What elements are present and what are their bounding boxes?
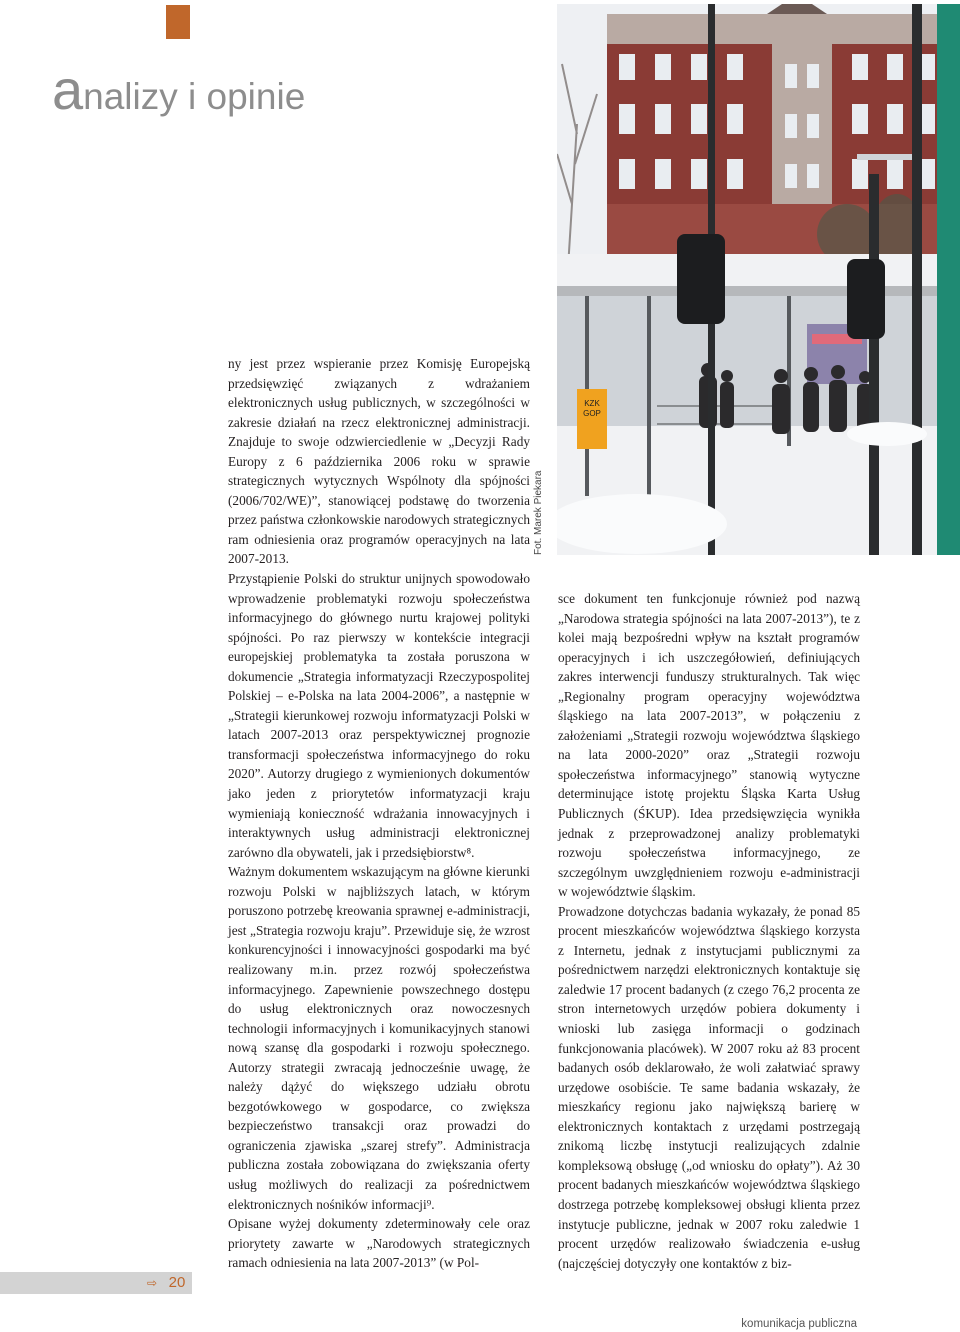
- paragraph: Opisane wyżej dokumenty zdeterminowały cele oraz priorytety zawarte w „Narodowych strategicznych ramach odniesienia na lata 2007-2013” (w Pol-: [228, 1216, 530, 1271]
- page-number: 20: [168, 1274, 186, 1291]
- article-photo: [557, 4, 960, 555]
- arrow-right-icon: ⇨: [147, 1276, 158, 1290]
- left-column: [228, 354, 530, 1273]
- accent-square: [166, 5, 190, 39]
- paragraph: ny jest przez wspieranie przez Komisję Europejską przedsięwzięć związanych z wdrażaniem elektronicznych usług publicznych, w szczególności w zakresie działań na rzecz elektronicznej administracji. Znajduje to swoje odzwierciedlenie w „Decyzji Rady Europy z 6 października 2006 roku w sprawie strategicznych wytycznych Wspólnoty dla spójności (2006/702/WE)”, stanowiącej podstawę do tworzenia przez państwa członkowskie narodowych strategicznych ram odniesienia oraz programów operacyjnych na lata 2007-2013.: [228, 356, 530, 567]
- paragraph: sce dokument ten funkcjonuje również pod nazwą „Narodowa strategia spójności na lata 2007-2013”), te z kolei mają bezpośredni wpływ na kształt programów operacyjnych i ich uszczegółowień, definiujących zakres interwencji funduszy strukturalnych. Tak więc „Regionalny program operacyjny województwa śląskiego na lata 2007-2013”, w połączeniu z założeniami „Strategii rozwoju województwa śląskiego na lata 2000-2020” oraz „Strategii rozwoju społeczeństwa informacyjnego” stanowią wytyczne determinujące istotę projektu Śląska Karta Usług Publicznych (ŚKUP). Idea przedsięwzięcia wynikła jednak z przeprowadzonej analizy problematyki rozwoju społeczeństwa informacyjnego, ze szczególnym uwzględnieniem rozwoju e-administracji w województwie śląskim.: [558, 591, 860, 900]
- photo-credit: Fot. Marek Piekara: [533, 470, 544, 555]
- paragraph: Przystąpienie Polski do struktur unijnych spowodowało wprowadzenie problematyki rozwoju społeczeństwa informacyjnego do głównego nurtu krajowej polityki spójności. Po raz pierwszy w kontekście integracji europejskiej problematyka ta została poruszona w dokumencie „Strategia informatyzacji Rzeczypospolitej Polskiej – e-Polska na lata 2004-2006”, a następnie w „Strategii kierunkowej rozwoju informatyzacji Polski w latach 2007-2013 oraz perspektywicznej prognozie transformacji społeczeństwa informacyjnego do roku 2020”. Autorzy drugiego z wymienionych dokumentów jako jeden z priorytetów informatyzacji kraju wymieniają konieczność wdrażania innowacyjnych i interaktywnych usług administracji elektronicznej zarówno dla obywateli, jak i przedsiębiorstw⁸.: [228, 571, 530, 860]
- section-title-initial: a: [52, 58, 84, 121]
- svg-text:KZK: KZK: [584, 399, 600, 408]
- right-column: [558, 589, 860, 1273]
- section-title: [52, 58, 306, 121]
- footer-magazine-name: komunikacja publiczna: [741, 1318, 857, 1330]
- svg-text:GOP: GOP: [583, 409, 601, 418]
- paragraph: Prowadzone dotychczas badania wykazały, że ponad 85 procent mieszkańców województwa śląskiego korzysta z Internetu, jednak z instytucjami publicznymi za pośrednictwem narzędzi elektronicznych kontaktuje się zaledwie 17 procent badanych (z czego 76,2 procenta ze stron internetowych urzędów pobiera dokumenty i wnioski lub zasięga informacji o godzinach funkcjonowania placówek). W 2007 roku aż 83 procent badanych osób deklarowało, że woli załatwiać sprawy urzędowe osobiście. Te same badania wskazały, że mieszkańcy regionu jako największą barierę w elektronicznych kontaktach z urzędami postrzegają znikomą liczbę instytucji realizujących zdalnie kompleksową obsługę („od wniosku do opłaty”). Aż 30 procent badanych mieszkańców województwa śląskiego dostrzega potrzebę kompleksowej obsługi klienta przez instytucje publiczne, jednak w 2007 roku zaledwie 1 procent urzędów realizowało świadczenia e-usług (najczęściej dotyczyły one kontaktów z biz-: [558, 903, 860, 1271]
- section-title-rest: nalizy i opinie: [83, 76, 306, 117]
- paragraph: Ważnym dokumentem wskazującym na główne kierunki rozwoju Polski w najbliższych latach, w którym poruszono potrzebę kreowania sprawnej e-administracji, jest „Strategia rozwoju kraju”. Przewiduje się, że wzrost konkurencyjności i innowacyjności gospodarki ma być realizowany m.in. przez rozwój społeczeństwa informacyjnego. Zapewnienie powszechnego dostępu do usług elektronicznych oraz nowoczesnych technologii informacyjnych i komunikacyjnych stanowi nową szansę dla gospodarki i rozwoju społecznego. Autorzy strategii zwracają jednocześnie uwagę, że należy dążyć do większego udziału obrotu bezgotówkowego w gospodarce, co zwiększa bezpieczeństwo transakcji oraz prowadzi do ograniczenia zjawiska „szarej strefy”. Administracja publiczna została zobowiązana do zwiększania oferty usług możliwych do realizacji za pośrednictwem elektronicznych nośników informacji⁹.: [228, 864, 530, 1212]
